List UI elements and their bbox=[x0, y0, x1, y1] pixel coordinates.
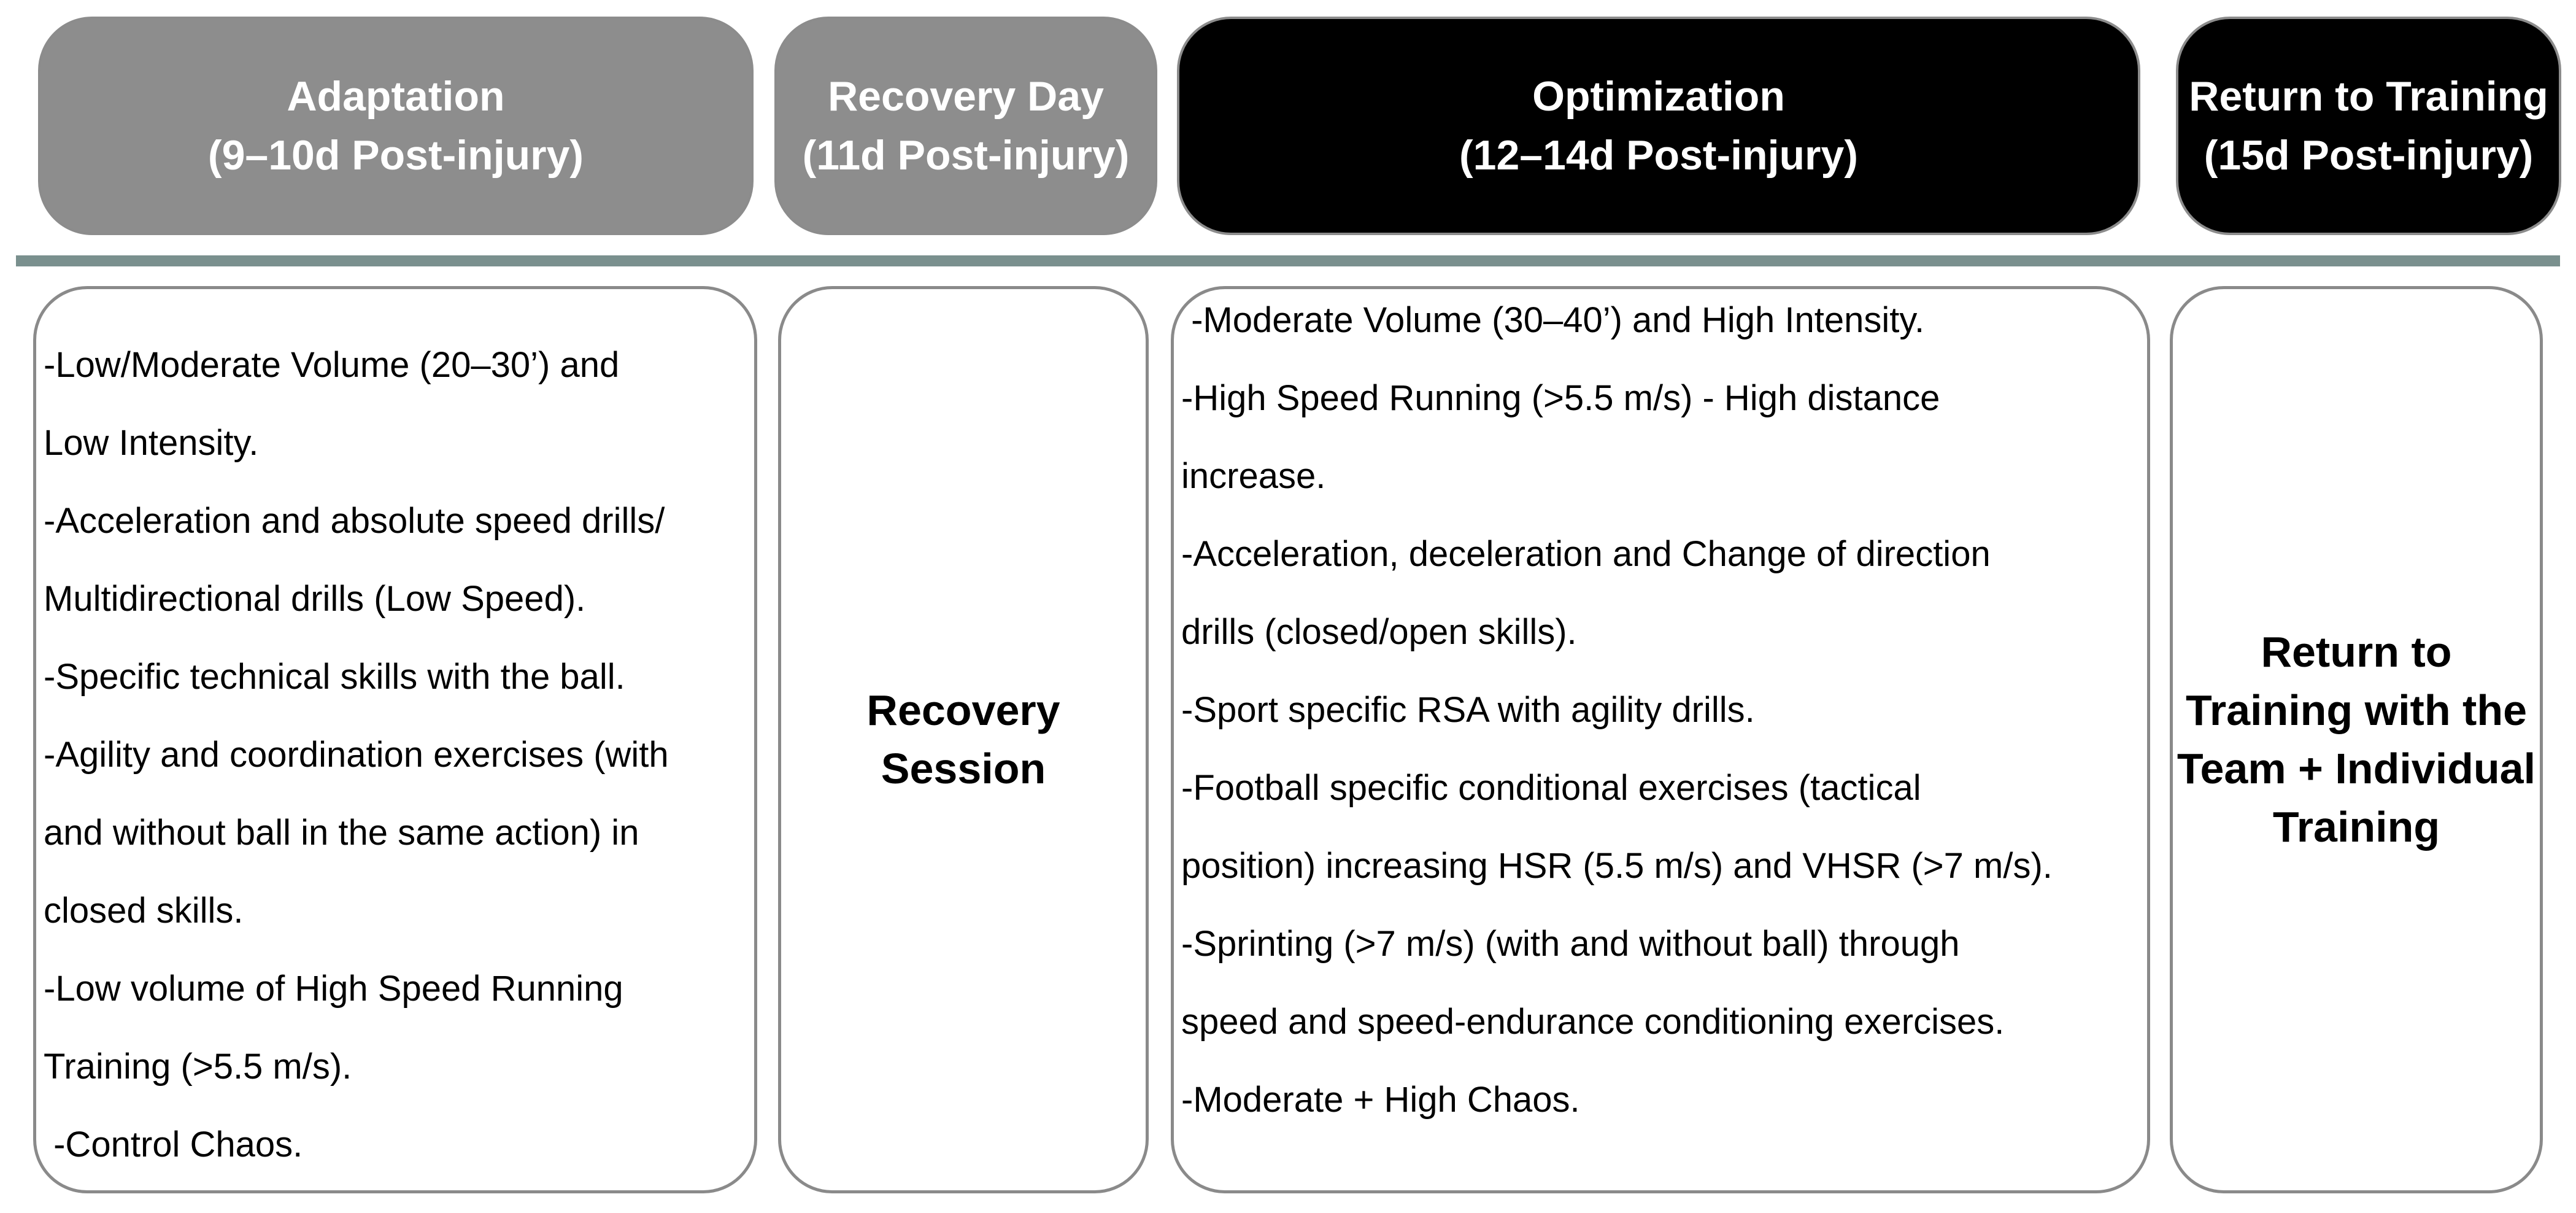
list-item: -Moderate + High Chaos. bbox=[1181, 1080, 1580, 1120]
phase-header-adaptation bbox=[38, 17, 754, 235]
list-item: -High Speed Running (>5.5 m/s) - High distance bbox=[1181, 378, 1940, 418]
phase-content-center bbox=[781, 289, 1146, 1190]
list-item: and without ball in the same action) in bbox=[44, 813, 639, 853]
phase-timing: (12–14d Post-injury) bbox=[1459, 132, 1858, 179]
list-item: -Low volume of High Speed Running bbox=[44, 969, 623, 1009]
content-line: Team + Individual bbox=[2177, 745, 2536, 793]
phase-timing: (9–10d Post-injury) bbox=[207, 132, 584, 179]
list-item: -Moderate Volume (30–40’) and High Intensity. bbox=[1181, 300, 1925, 340]
list-item: -Sprinting (>7 m/s) (with and without ball) through bbox=[1181, 924, 1960, 964]
content-line: Recovery bbox=[866, 686, 1060, 734]
content-line: Return to bbox=[2261, 628, 2452, 676]
phase-box-recovery-day bbox=[778, 286, 1149, 1193]
list-item: -Agility and coordination exercises (with bbox=[44, 735, 669, 775]
list-item: drills (closed/open skills). bbox=[1181, 612, 1577, 652]
phase-box-adaptation bbox=[33, 286, 757, 1193]
phase-content-center bbox=[2173, 289, 2540, 1190]
phase-content-list bbox=[44, 326, 669, 1184]
phase-header-optimization bbox=[1177, 17, 2140, 235]
list-item: speed and speed-endurance conditioning exercises. bbox=[1181, 1002, 2005, 1042]
phase-title: Adaptation bbox=[287, 73, 505, 120]
list-item: -Football specific conditional exercises (tactical bbox=[1181, 768, 1921, 808]
list-item: Multidirectional drills (Low Speed). bbox=[44, 579, 586, 619]
phase-box-optimization bbox=[1171, 286, 2150, 1193]
list-item: -Control Chaos. bbox=[44, 1125, 303, 1165]
list-item: -Low/Moderate Volume (20–30’) and bbox=[44, 345, 620, 385]
phase-header-recovery-day bbox=[774, 17, 1157, 235]
list-item: Training (>5.5 m/s). bbox=[44, 1047, 352, 1087]
list-item: -Acceleration and absolute speed drills/ bbox=[44, 501, 665, 541]
list-item: -Specific technical skills with the ball. bbox=[44, 657, 625, 697]
content-line: Training with the bbox=[2185, 686, 2528, 734]
phase-timing: (11d Post-injury) bbox=[802, 132, 1130, 179]
list-item: increase. bbox=[1181, 456, 1326, 496]
phase-header-return-to-training bbox=[2176, 17, 2561, 235]
content-line: Training bbox=[2272, 803, 2440, 851]
phase-title: Recovery Day bbox=[828, 73, 1104, 120]
phase-content-list bbox=[1181, 281, 2053, 1139]
list-item: position) increasing HSR (5.5 m/s) and VHSR (>7 m/s). bbox=[1181, 846, 2053, 886]
content-line: Session bbox=[881, 745, 1046, 793]
header-divider bbox=[16, 255, 2560, 266]
phase-title: Return to Training bbox=[2189, 73, 2548, 120]
list-item: -Acceleration, deceleration and Change of direction bbox=[1181, 534, 1991, 574]
list-item: Low Intensity. bbox=[44, 423, 259, 463]
phase-timing: (15d Post-injury) bbox=[2204, 132, 2534, 179]
phase-box-return-to-training bbox=[2170, 286, 2543, 1193]
list-item: closed skills. bbox=[44, 891, 244, 931]
phase-title: Optimization bbox=[1532, 73, 1785, 120]
list-item: -Sport specific RSA with agility drills. bbox=[1181, 690, 1755, 730]
